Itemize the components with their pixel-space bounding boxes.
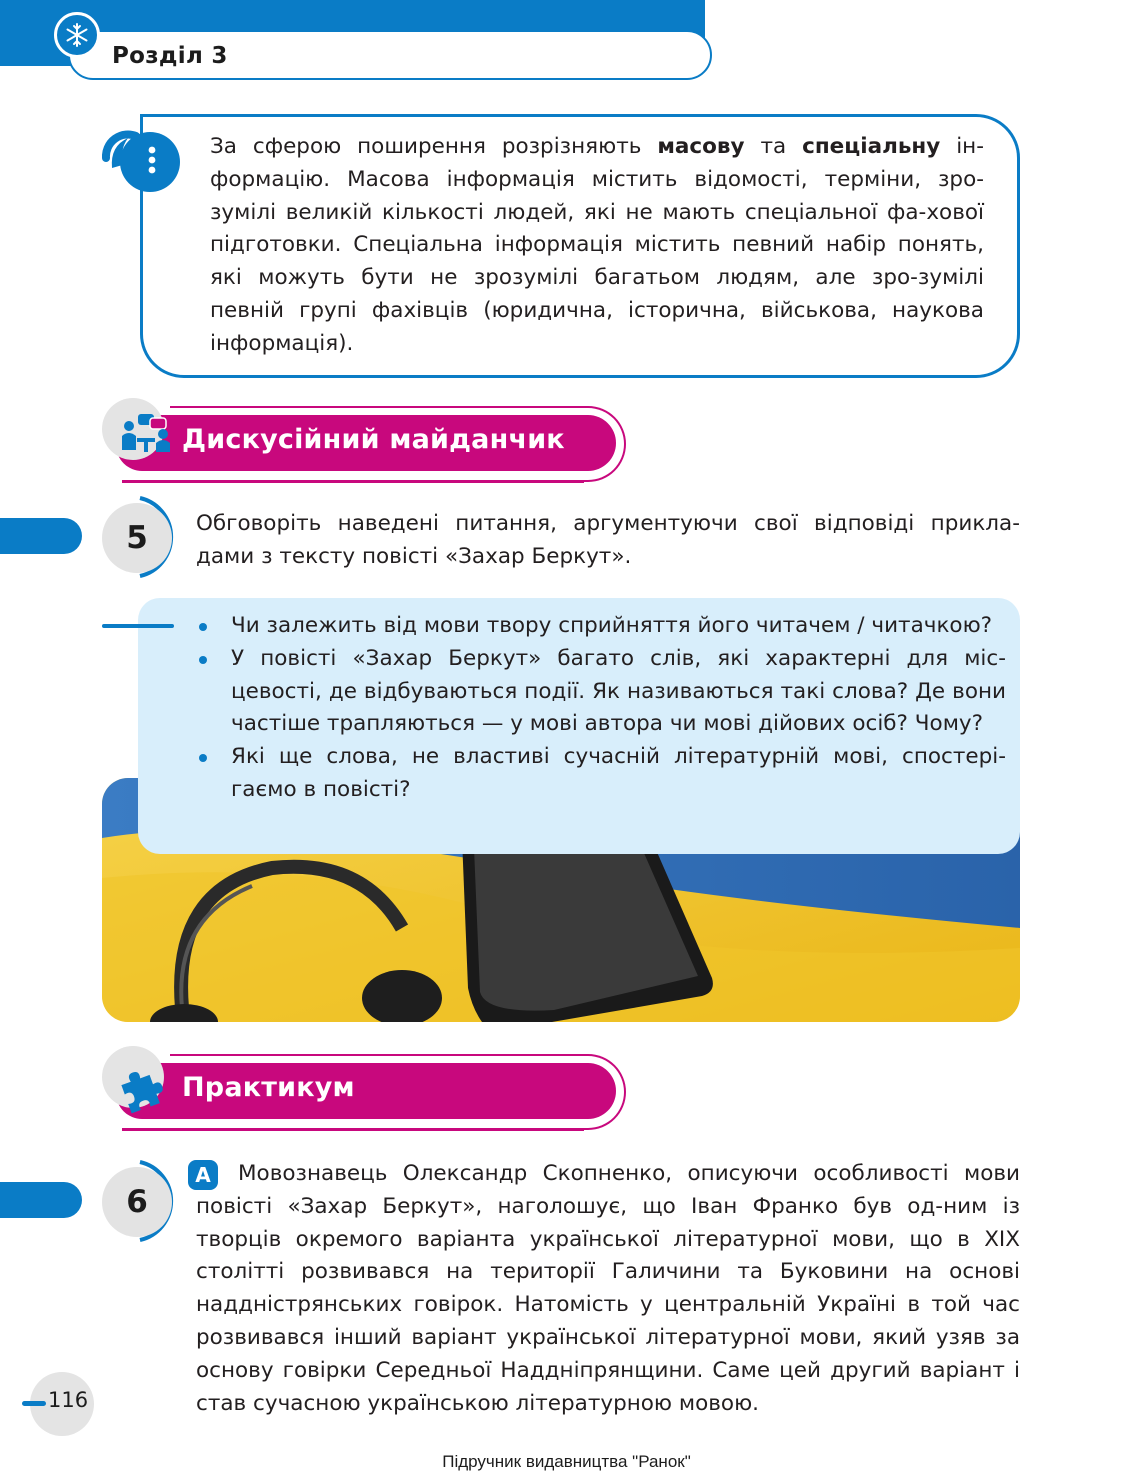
questions-list xyxy=(196,610,1006,807)
page-number-dash xyxy=(22,1401,46,1406)
question-item: Чи залежить від мови твору сприйняття його читачем / читачкою? xyxy=(196,610,1006,643)
term-special: спеціальну xyxy=(802,134,941,159)
task6-number: 6 xyxy=(102,1167,172,1237)
puzzle-icon xyxy=(118,1064,168,1118)
question-bubble-icon xyxy=(102,128,180,202)
term-mass: масову xyxy=(657,134,745,159)
task5-number: 5 xyxy=(102,503,172,573)
snowflake-icon xyxy=(54,12,100,58)
task5-text: Обговоріть наведені питання, аргументуючи свої відповіді прикла-дами з тексту повісті «Захар Беркут». xyxy=(196,511,1020,569)
task6-text: Мовознавець Олександр Скопненко, описуючи особливості мови повісті «Захар Беркут», наголошує, що Іван Франко був од-ним із творців окремого варіанта української літературної мови, що в XIX столітті розвивався на території Галичини та Буковини на основі наддністрянських говірок. Натомість у центральній Україні в той час розвивався інший варіант української літературної мови, який узяв за основу говірки Середньої Наддніпрянщини. Саме цей другий варіант і став сучасною українською літературною мовою. xyxy=(196,1161,1020,1416)
page-number: 116 xyxy=(48,1388,89,1412)
task5-side-tab xyxy=(0,518,82,554)
questions-line xyxy=(102,624,174,628)
section-label: Розділ 3 xyxy=(112,43,228,69)
discussion-title: Дискусійний майданчик xyxy=(182,424,565,455)
task6-badge: А xyxy=(188,1160,218,1190)
info-text: За сферою поширення розрізняють масову та спеціальну ін-формацію. Масова інформація містить відомості, терміни, зро-зумілі великій кількості людей, які не мають спеціальної фа-хової підготовки. Спеціальна інформація містить певний набір понять, які можуть бути не зрозумілі багатьом людям, але зро-зумілі певній групі фахівців (юридична, історична, військова, наукова інформація). xyxy=(210,134,985,356)
question-item: У повісті «Захар Беркут» багато слів, які характерні для міс-цевості, де відбуваються події. Як називаються такі слова? Де вони частіше трапляються — у мові автора чи мові дійових осіб? Чому? xyxy=(196,643,1006,741)
question-item: Які ще слова, не властиві сучасній літературній мові, спостері-гаємо в повісті? xyxy=(196,741,1006,807)
practicum-title: Практикум xyxy=(182,1072,355,1103)
task6-side-tab xyxy=(0,1182,82,1218)
publisher-footer: Підручник видавництва "Ранок" xyxy=(442,1452,691,1471)
discussion-people-icon xyxy=(120,412,172,458)
